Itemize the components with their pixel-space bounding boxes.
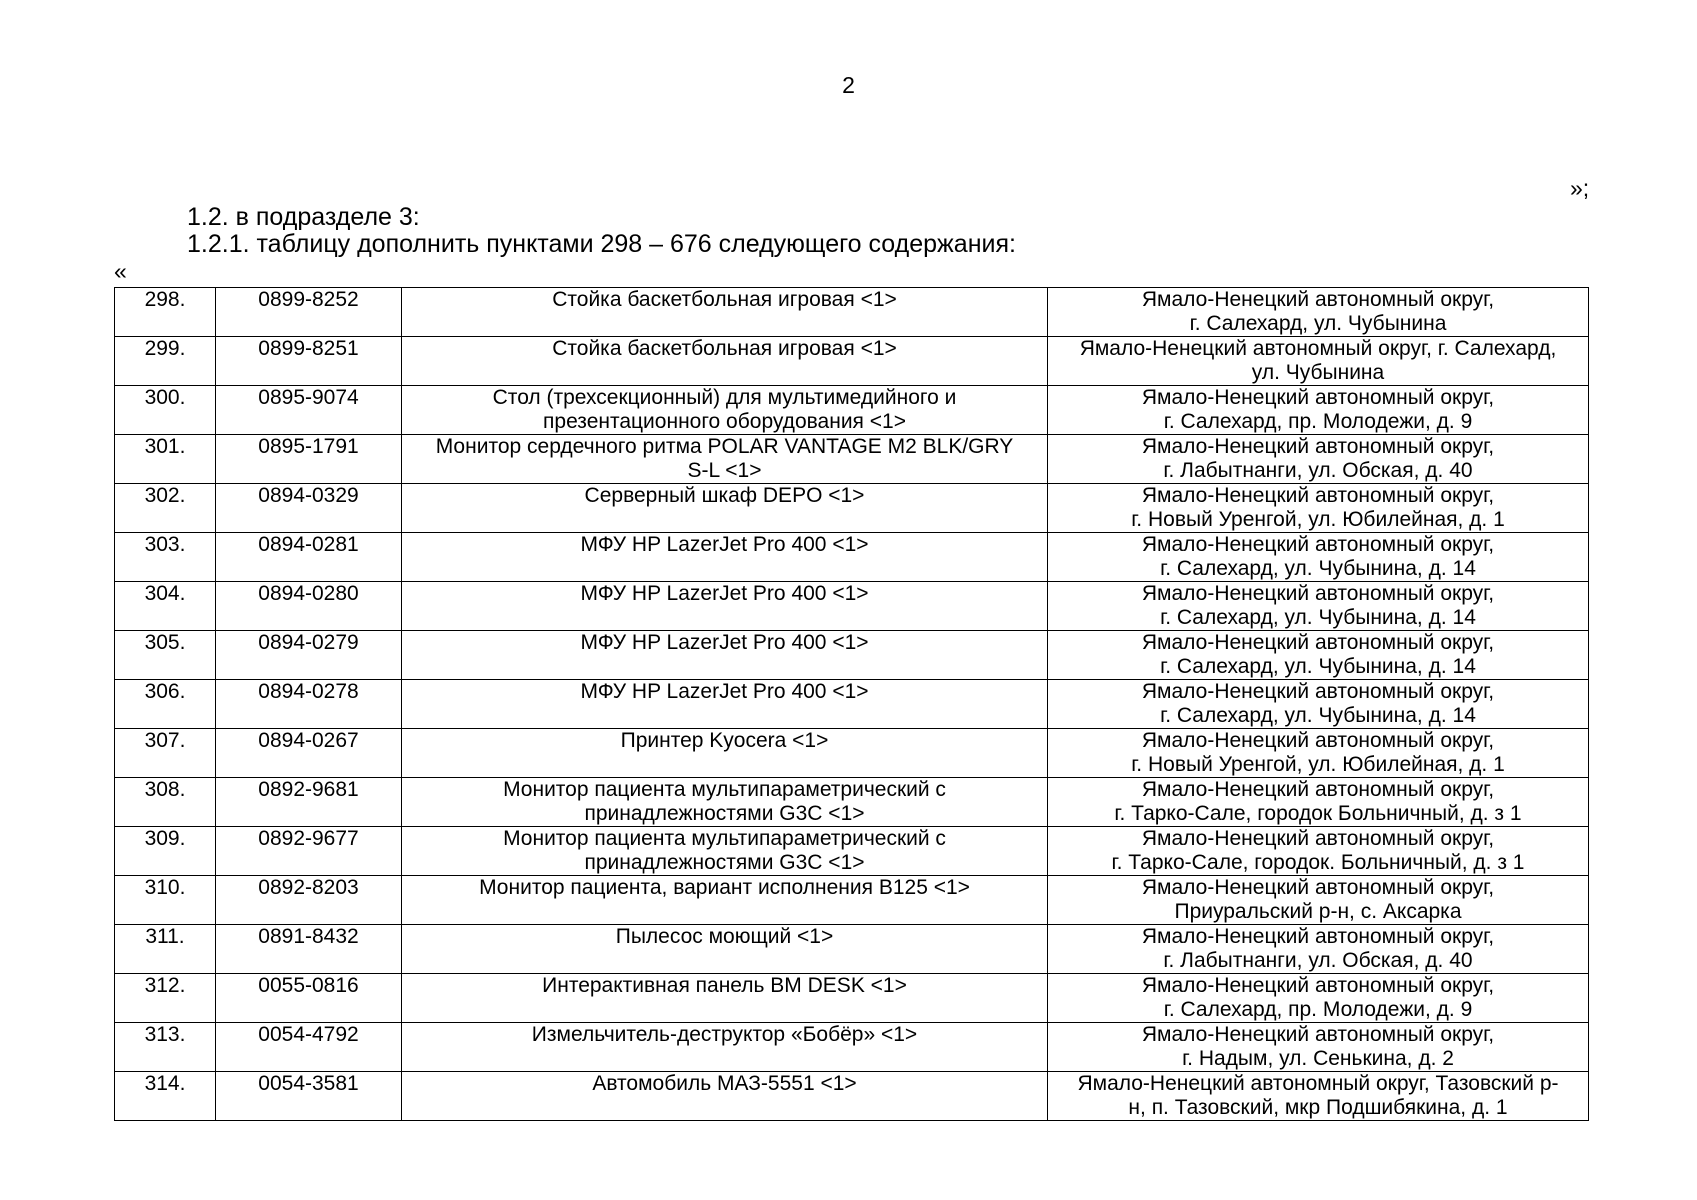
inventory-code-cell: 0054-3581 [216, 1072, 402, 1121]
table-row [115, 337, 1589, 386]
inventory-code-cell: 0894-0329 [216, 484, 402, 533]
inventory-code-cell: 0894-0280 [216, 582, 402, 631]
item-name-cell: Стойка баскетбольная игровая <1> [402, 337, 1048, 386]
item-number-cell: 301. [115, 435, 216, 484]
item-name-cell: Серверный шкаф DEPO <1> [402, 484, 1048, 533]
item-address-cell: Ямало-Ненецкий автономный округ, г. Салехард, пр. Молодежи, д. 9 [1048, 974, 1589, 1023]
table-row [115, 533, 1589, 582]
item-address-cell: Ямало-Ненецкий автономный округ, г. Салехард, ул. Чубынина, д. 14 [1048, 533, 1589, 582]
inventory-code-cell: 0891-8432 [216, 925, 402, 974]
inventory-code-cell: 0892-8203 [216, 876, 402, 925]
item-name-cell: Стойка баскетбольная игровая <1> [402, 288, 1048, 337]
item-name-cell: Интерактивная панель BM DESK <1> [402, 974, 1048, 1023]
item-address-cell: Ямало-Ненецкий автономный округ, г. Салехард, пр. Молодежи, д. 9 [1048, 386, 1589, 435]
item-name-cell: МФУ HP LazerJet Pro 400 <1> [402, 680, 1048, 729]
item-number-cell: 304. [115, 582, 216, 631]
opening-quote: « [114, 258, 127, 284]
item-name-cell: Монитор сердечного ритма POLAR VANTAGE M2 BLK/GRY S-L <1> [402, 435, 1048, 484]
item-address-cell: Ямало-Ненецкий автономный округ, г. Новый Уренгой, ул. Юбилейная, д. 1 [1048, 729, 1589, 778]
inventory-code-cell: 0899-8252 [216, 288, 402, 337]
item-address-cell: Ямало-Ненецкий автономный округ, г. Тарко-Сале, городок Больничный, д. з 1 [1048, 778, 1589, 827]
table-row [115, 484, 1589, 533]
table-row [115, 435, 1589, 484]
item-address-cell: Ямало-Ненецкий автономный округ, г. Салехард, ул. Чубынина, д. 14 [1048, 631, 1589, 680]
inventory-code-cell: 0894-0267 [216, 729, 402, 778]
item-address-cell: Ямало-Ненецкий автономный округ, г. Надым, ул. Сенькина, д. 2 [1048, 1023, 1589, 1072]
item-name-cell: Стол (трехсекционный) для мультимедийного и презентационного оборудования <1> [402, 386, 1048, 435]
table-row [115, 631, 1589, 680]
item-number-cell: 305. [115, 631, 216, 680]
inventory-code-cell: 0892-9677 [216, 827, 402, 876]
item-number-cell: 300. [115, 386, 216, 435]
table-row [115, 288, 1589, 337]
table-row [115, 778, 1589, 827]
items-table [114, 287, 1589, 1121]
table-row [115, 582, 1589, 631]
inventory-code-cell: 0894-0279 [216, 631, 402, 680]
item-name-cell: МФУ HP LazerJet Pro 400 <1> [402, 533, 1048, 582]
item-address-cell: Ямало-Ненецкий автономный округ, г. Новый Уренгой, ул. Юбилейная, д. 1 [1048, 484, 1589, 533]
item-number-cell: 306. [115, 680, 216, 729]
item-name-cell: Автомобиль МАЗ-5551 <1> [402, 1072, 1048, 1121]
items-table-body [115, 288, 1589, 1121]
item-address-cell: Ямало-Ненецкий автономный округ, Тазовский р- н, п. Тазовский, мкр Подшибякина, д. 1 [1048, 1072, 1589, 1121]
item-name-cell: Монитор пациента мультипараметрический с принадлежностями G3C <1> [402, 778, 1048, 827]
inventory-code-cell: 0894-0281 [216, 533, 402, 582]
item-address-cell: Ямало-Ненецкий автономный округ, г. Лабытнанги, ул. Обская, д. 40 [1048, 925, 1589, 974]
item-number-cell: 308. [115, 778, 216, 827]
closing-quote: »; [1570, 175, 1590, 201]
item-name-cell: Пылесос моющий <1> [402, 925, 1048, 974]
item-address-cell: Ямало-Ненецкий автономный округ, г. Салехард, ул. Чубынина, д. 14 [1048, 680, 1589, 729]
table-row [115, 974, 1589, 1023]
item-number-cell: 310. [115, 876, 216, 925]
table-row [115, 680, 1589, 729]
item-name-cell: МФУ HP LazerJet Pro 400 <1> [402, 582, 1048, 631]
item-number-cell: 311. [115, 925, 216, 974]
item-address-cell: Ямало-Ненецкий автономный округ, г. Салехард, ул. Чубынина [1048, 337, 1589, 386]
table-row [115, 925, 1589, 974]
item-number-cell: 299. [115, 337, 216, 386]
table-row [115, 386, 1589, 435]
item-number-cell: 312. [115, 974, 216, 1023]
table-row [115, 1023, 1589, 1072]
inventory-code-cell: 0892-9681 [216, 778, 402, 827]
table-row [115, 827, 1589, 876]
inventory-code-cell: 0054-4792 [216, 1023, 402, 1072]
item-name-cell: Монитор пациента мультипараметрический с принадлежностями G3C <1> [402, 827, 1048, 876]
page-number: 2 [842, 72, 855, 98]
item-number-cell: 298. [115, 288, 216, 337]
item-address-cell: Ямало-Ненецкий автономный округ, г. Салехард, ул. Чубынина [1048, 288, 1589, 337]
item-name-cell: МФУ HP LazerJet Pro 400 <1> [402, 631, 1048, 680]
paragraph-table-amendment: 1.2.1. таблицу дополнить пунктами 298 – 676 следующего содержания: [187, 230, 1016, 258]
item-number-cell: 313. [115, 1023, 216, 1072]
table-row [115, 729, 1589, 778]
inventory-code-cell: 0899-8251 [216, 337, 402, 386]
item-number-cell: 302. [115, 484, 216, 533]
item-number-cell: 303. [115, 533, 216, 582]
item-name-cell: Монитор пациента, вариант исполнения B125 <1> [402, 876, 1048, 925]
inventory-code-cell: 0895-1791 [216, 435, 402, 484]
table-row [115, 1072, 1589, 1121]
item-number-cell: 309. [115, 827, 216, 876]
inventory-code-cell: 0894-0278 [216, 680, 402, 729]
inventory-code-cell: 0055-0816 [216, 974, 402, 1023]
item-number-cell: 307. [115, 729, 216, 778]
item-address-cell: Ямало-Ненецкий автономный округ, Приуральский р-н, с. Аксарка [1048, 876, 1589, 925]
item-address-cell: Ямало-Ненецкий автономный округ, г. Тарко-Сале, городок. Больничный, д. з 1 [1048, 827, 1589, 876]
item-address-cell: Ямало-Ненецкий автономный округ, г. Салехард, ул. Чубынина, д. 14 [1048, 582, 1589, 631]
item-address-cell: Ямало-Ненецкий автономный округ, г. Лабытнанги, ул. Обская, д. 40 [1048, 435, 1589, 484]
item-name-cell: Принтер Kyocera <1> [402, 729, 1048, 778]
table-row [115, 876, 1589, 925]
inventory-code-cell: 0895-9074 [216, 386, 402, 435]
item-name-cell: Измельчитель-деструктор «Бобёр» <1> [402, 1023, 1048, 1072]
paragraph-subsection: 1.2. в подразделе 3: [187, 203, 420, 231]
item-number-cell: 314. [115, 1072, 216, 1121]
